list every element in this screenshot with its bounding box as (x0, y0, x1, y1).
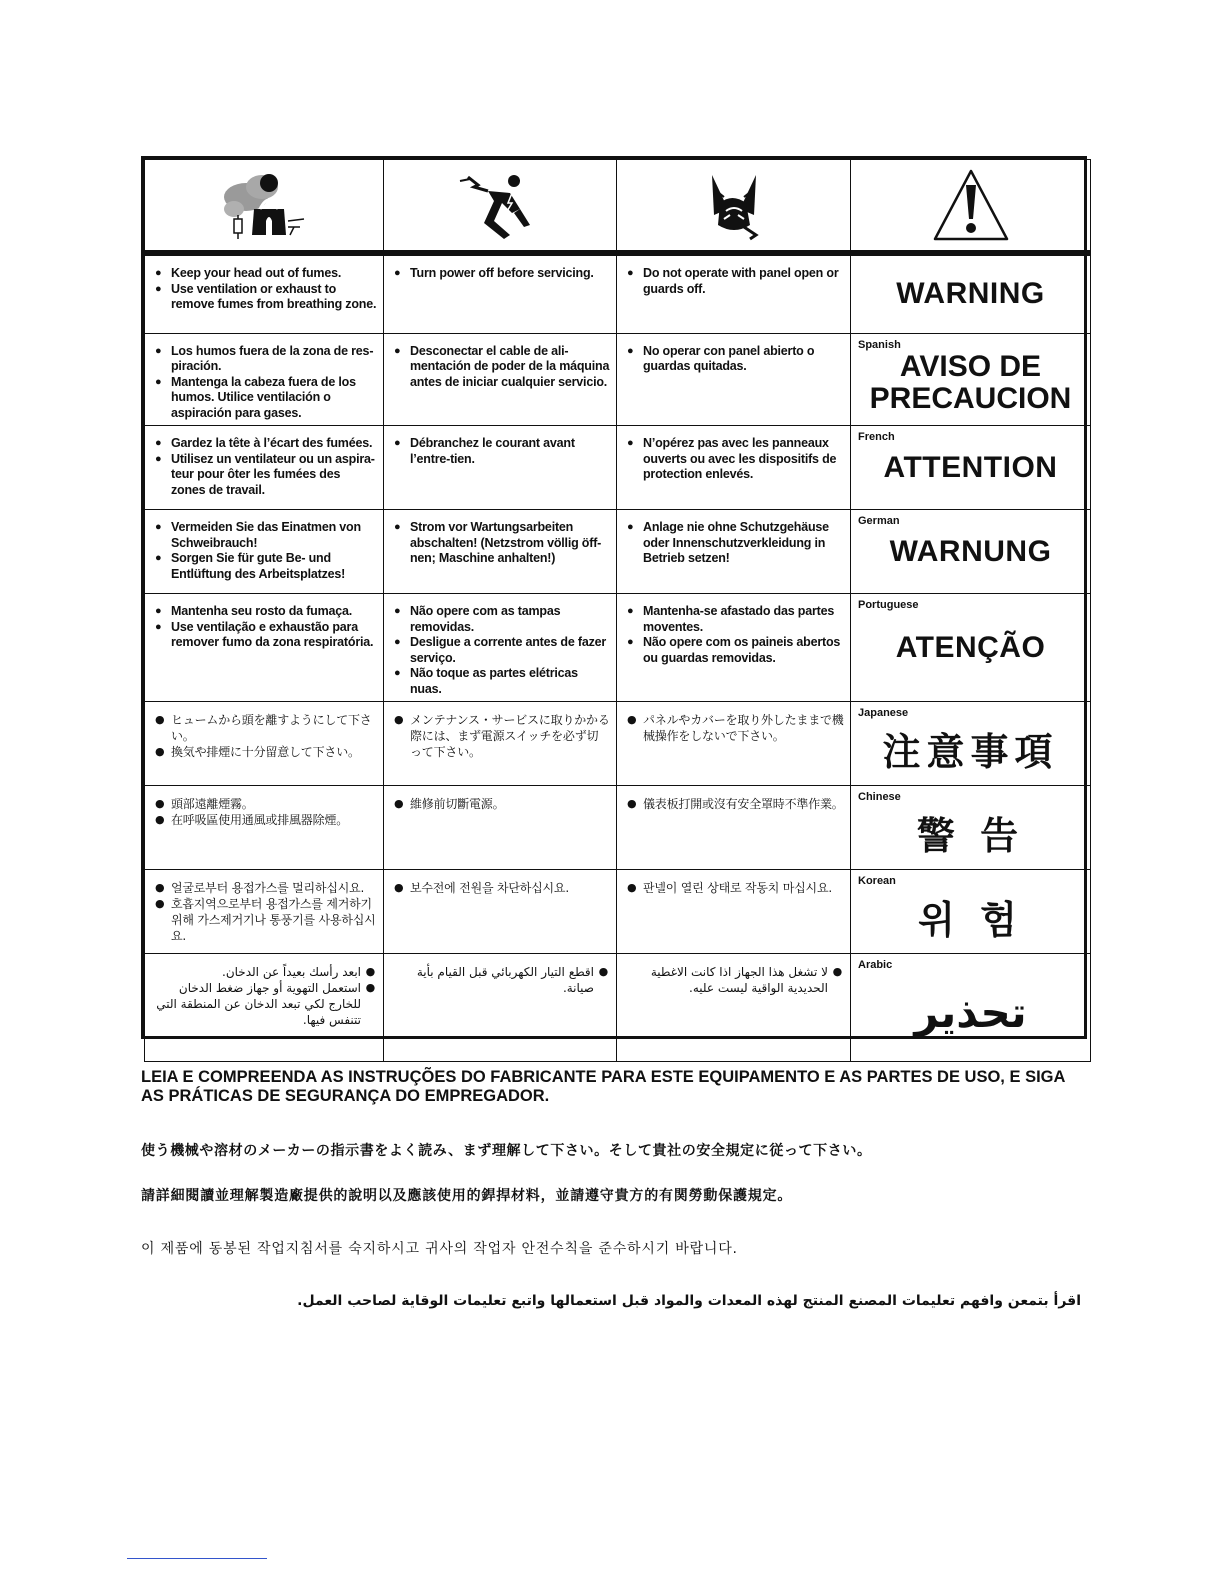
instruction-item: ● Use ventilation or exhaust to remove fumes from breathing zone. (155, 282, 377, 313)
power-instructions (384, 954, 617, 1062)
panel-instructions (617, 702, 851, 786)
signal-word: AVISO DE PRECAUCION (869, 350, 1072, 416)
power-instructions (384, 333, 617, 426)
power-instructions (384, 510, 617, 594)
instruction-item: ● ヒュームから頭を離すようにして下さい。 (155, 712, 377, 744)
instruction-item: ● Use ventilação e exhaustão para remover fumo da zona respiratória. (155, 620, 377, 651)
instruction-item: ● 換気や排煙に十分留意して下さい。 (155, 744, 377, 760)
panel-instructions (617, 510, 851, 594)
instruction-item: ● Do not operate with panel open or guards off. (627, 266, 844, 297)
instruction-item: ● 보수전에 전원을 차단하십시요. (394, 880, 610, 896)
language-label: Chinese (858, 791, 901, 803)
language-label: French (858, 431, 895, 443)
fume-instructions (145, 702, 384, 786)
instruction-item: ● Desconectar el cable de ali-mentación de poder de la máquina antes de iniciar cualquier servicio. (394, 344, 610, 391)
power-instructions (384, 870, 617, 954)
instruction-item: ● 얼굴로부터 용접가스를 멀리하십시요. (155, 880, 377, 896)
instruction-item: ● Los humos fuera de la zona de res-piración. (155, 344, 377, 375)
fume-instructions (145, 253, 384, 333)
warning-row (145, 253, 1091, 333)
instruction-item: ● Utilisez un ventilateur ou un aspira-teur pour ôter les fumées des zones de travail. (155, 452, 377, 499)
fume-icon-cell (145, 160, 384, 254)
warning-row (145, 786, 1091, 870)
signal-word-cell (851, 594, 1091, 702)
instruction-item: ● Desligue a corrente antes de fazer serviço. (394, 635, 610, 666)
power-instructions (384, 702, 617, 786)
bottom-link-underline (127, 1558, 267, 1559)
instruction-item: ● Turn power off before servicing. (394, 266, 610, 282)
instruction-item: ● メンテナンス・サービスに取りかかる際には、まず電源スイッチを必ず切って下さい。 (394, 712, 610, 760)
warning-row (145, 510, 1091, 594)
instruction-item: ● Strom vor Wartungsarbeiten abschalten! (Netzstrom völlig öff-nen; Maschine anhalten!) (394, 520, 610, 567)
power-instructions (384, 594, 617, 702)
instruction-item: ● Sorgen Sie für gute Be- und Entlüftung des Arbeitsplatzes! (155, 551, 377, 582)
instruction-item: ● Mantenha-se afastado das partes moventes. (627, 604, 844, 635)
signal-word: تحذير (914, 988, 1027, 1037)
instruction-item: ● 頭部遠離煙霧。 (155, 796, 377, 812)
signal-word: 注意事項 (882, 730, 1059, 774)
signal-word-cell (851, 333, 1091, 426)
fume-instructions (145, 870, 384, 954)
instruction-item: ● Anlage nie ohne Schutzgehäuse oder Innenschutzverkleidung in Betrieb setzen! (627, 520, 844, 567)
signal-word: WARNING (896, 277, 1045, 311)
instruction-item: ● Não opere com as tampas removidas. (394, 604, 610, 635)
warning-row (145, 870, 1091, 954)
instruction-item: ● パネルやカバーを取り外したままで機械操作をしないで下さい。 (627, 712, 844, 744)
panel-instructions (617, 333, 851, 426)
language-label: Arabic (858, 959, 893, 971)
instruction-item: ● N’opérez pas avec les panneaux ouverts ou avec les dispositifs de protection enlevés. (627, 436, 844, 483)
warning-label-sheet (141, 156, 1087, 1039)
fume-instructions (145, 786, 384, 870)
language-label: Japanese (858, 707, 909, 719)
signal-word: ATENÇÃO (895, 630, 1046, 664)
instruction-item: ● ابعد رأسك بعيداً عن الدخان. (151, 964, 375, 980)
signal-word: WARNUNG (889, 534, 1052, 568)
instruction-item: ● Mantenha seu rosto da fumaça. (155, 604, 377, 620)
warning-row (145, 333, 1091, 426)
warning-row (145, 702, 1091, 786)
fume-instructions (145, 333, 384, 426)
signal-word-cell (851, 870, 1091, 954)
icon-row (145, 160, 1091, 254)
fume-hazard-icon (214, 169, 314, 241)
signal-word-cell (851, 702, 1091, 786)
panel-instructions (617, 426, 851, 510)
footer-chinese: 請詳細閱讀並理解製造廠提供的說明以及應該使用的銲捍材料，並請遵守貴方的有関勞動保護規定。 (141, 1188, 793, 1204)
instruction-item: ● Keep your head out of fumes. (155, 266, 377, 282)
instruction-item: ● 儀表板打開或沒有安全罩時不準作業。 (627, 796, 844, 812)
signal-word-cell (851, 954, 1091, 1062)
instruction-item: ● Débranchez le courant avant l’entre-tien. (394, 436, 610, 467)
warning-rows (145, 253, 1091, 1062)
panel-instructions (617, 786, 851, 870)
instruction-item: ● 維修前切斷電源。 (394, 796, 610, 812)
warning-row (145, 954, 1091, 1062)
footer-japanese: 使う機械や溶材のメーカーの指示書をよく読み、まず理解して下さい。そして貴社の安全規定に従って下さい。 (141, 1143, 872, 1159)
power-instructions (384, 253, 617, 333)
fume-instructions (145, 426, 384, 510)
instruction-item: ● لا تشغل هذا الجهاز اذا كانت الاغطية الحديدية الواقية ليست عليه. (623, 964, 842, 996)
power-instructions (384, 786, 617, 870)
signal-word-cell (851, 786, 1091, 870)
fume-instructions (145, 510, 384, 594)
instruction-item: ● Mantenga la cabeza fuera de los humos. Utilice ventilación o aspiración para gases. (155, 375, 377, 422)
signal-word-cell (851, 426, 1091, 510)
warning-triangle-icon (931, 167, 1011, 243)
footer-portuguese: LEIA E COMPREENDA AS INSTRUÇÕES DO FABRICANTE PARA ESTE EQUIPAMENTO E AS PARTES DE USO, E SIGA AS PRÁTICAS DE SEGURANÇA DO EMPREGADOR. (141, 1068, 1065, 1105)
footer-arabic: اقرأ بتمعن وافهم تعليمات المصنع المنتج لهذه المعدات والمواد قبل استعمالها واتبع تعليمات الوقاية لصاحب العمل. (297, 1293, 1081, 1309)
warning-row (145, 594, 1091, 702)
signal-word: 위 험 (918, 898, 1023, 942)
instruction-item: ● 在呼吸區使用通風或排風器除煙。 (155, 812, 377, 828)
language-label: Korean (858, 875, 896, 887)
instruction-item: ● 판넬이 열린 상태로 작동치 마십시요. (627, 880, 844, 896)
warning-table (144, 159, 1091, 1062)
power-instructions (384, 426, 617, 510)
language-label: Spanish (858, 338, 901, 351)
moving-parts-icon-cell (617, 160, 851, 254)
instruction-item: ● Não toque as partes elétricas nuas. (394, 666, 610, 697)
instruction-item: ● Gardez la tête à l’écart des fumées. (155, 436, 377, 452)
instruction-item: ● استعمل التهوية أو جهاز ضغط الدخان للخارج لكي تبعد الدخان عن المنطقة التي تتنفس فيها. (151, 980, 375, 1028)
panel-instructions (617, 253, 851, 333)
signal-word-cell (851, 253, 1091, 333)
panel-instructions (617, 954, 851, 1062)
panel-instructions (617, 594, 851, 702)
language-label: German (858, 515, 900, 527)
moving-parts-hand-icon (684, 169, 784, 241)
warning-row (145, 426, 1091, 510)
instruction-item: ● Não opere com os paineis abertos ou guardas removidas. (627, 635, 844, 666)
panel-instructions (617, 870, 851, 954)
instruction-item: ● Vermeiden Sie das Einatmen von Schweibrauch! (155, 520, 377, 551)
fume-instructions (145, 594, 384, 702)
footer-korean: 이 제품에 동봉된 작업지침서를 숙지하시고 귀사의 작업자 안전수칙을 준수하시기 바랍니다. (141, 1241, 738, 1257)
signal-word: ATTENTION (883, 450, 1058, 484)
warning-triangle-icon-cell (851, 160, 1091, 254)
instruction-item: ● اقطع التيار الكهربائي قبل القيام بأية صيانة. (390, 964, 608, 996)
shock-icon-cell (384, 160, 617, 254)
instruction-item: ● 호흡지역으로부터 용접가스를 제거하기 위해 가스제거기나 통풍기를 사용하십시요. (155, 896, 377, 944)
electric-shock-icon (450, 169, 550, 241)
instruction-item: ● No operar con panel abierto o guardas quitadas. (627, 344, 844, 375)
fume-instructions (145, 954, 384, 1062)
signal-word-cell (851, 510, 1091, 594)
language-label: Portuguese (858, 599, 919, 611)
signal-word: 警 告 (916, 814, 1025, 858)
